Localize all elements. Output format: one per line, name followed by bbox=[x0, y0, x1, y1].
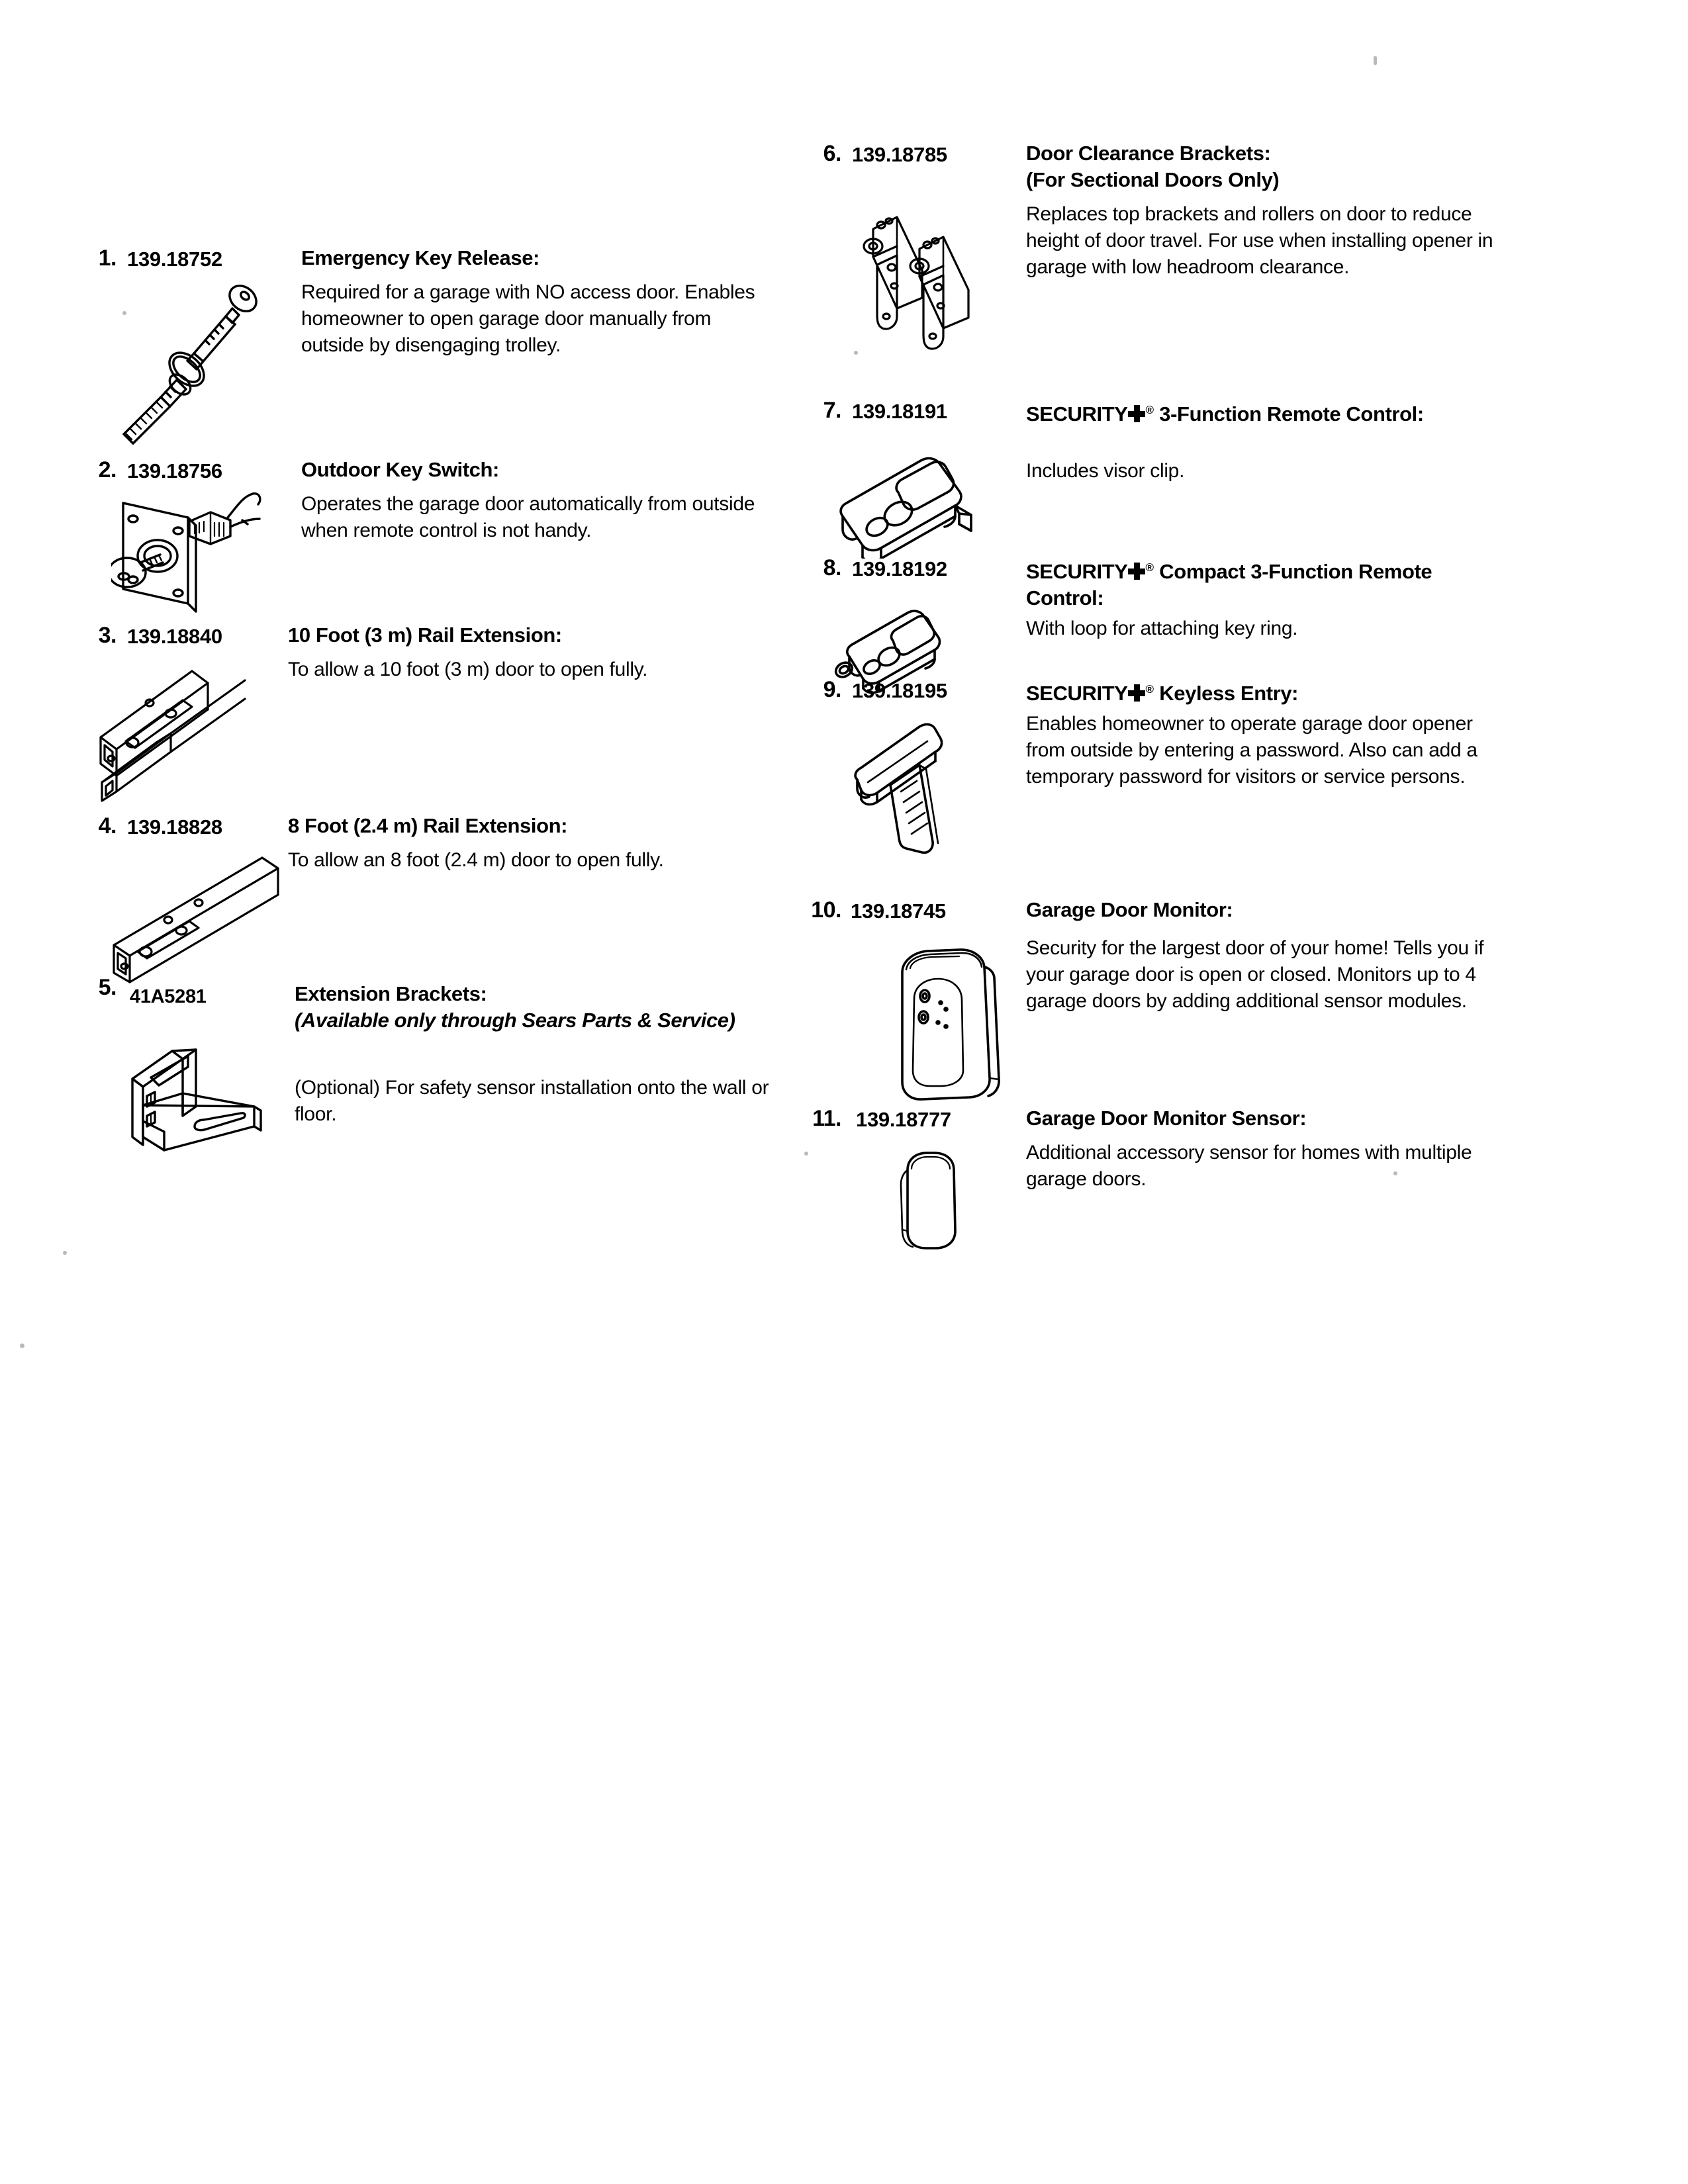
item-number: 6 . bbox=[798, 140, 841, 167]
part-number: 139.18191 bbox=[852, 400, 947, 423]
accessory-entry-3 bbox=[73, 622, 841, 680]
accessory-title-text: 3-Function Remote Control: bbox=[1159, 402, 1424, 426]
scan-speck bbox=[20, 1343, 24, 1348]
item-number: 4 . bbox=[73, 813, 117, 839]
entry-header bbox=[73, 622, 841, 653]
description-block bbox=[288, 657, 765, 683]
part-number: 139.18756 bbox=[127, 459, 222, 482]
accessory-description: Enables homeowner to operate garage door opener from outside by entering a password. Also can add a temporary password for visitors or service persons. bbox=[1026, 713, 1477, 788]
item-number: 9 . bbox=[798, 676, 841, 703]
entry-header bbox=[73, 457, 841, 487]
entry-header bbox=[798, 555, 1566, 612]
description-block bbox=[1026, 711, 1503, 790]
item-number: 7 . bbox=[798, 397, 841, 424]
accessory-description: Security for the largest door of your home! Tells you if your garage door is open or closed. Monitors up to 4 garage doors by adding additional sensor modules. bbox=[1026, 937, 1484, 1012]
garage-door-monitor-sensor-illustration bbox=[893, 1146, 986, 1259]
title-block bbox=[1026, 555, 1489, 612]
accessory-entry-9 bbox=[798, 676, 1566, 788]
accessory-subtitle: (For Sectional Doors Only) bbox=[1026, 168, 1280, 191]
item-number: 1 . bbox=[73, 245, 117, 271]
title-block bbox=[1026, 676, 1489, 707]
accessory-description: Replaces top brackets and rollers on door to reduce height of door travel. For use when installing opener in garage with low headroom clearance. bbox=[1026, 203, 1493, 278]
accessory-entry-6 bbox=[798, 140, 1566, 278]
accessory-title bbox=[1026, 676, 1489, 707]
accessory-entry-10 bbox=[798, 897, 1566, 1012]
scan-speck bbox=[804, 1152, 808, 1156]
description-block bbox=[1026, 1140, 1503, 1193]
part-number: 139.18828 bbox=[127, 815, 222, 839]
extension-bracket-illustration bbox=[124, 1027, 270, 1160]
accessory-description: Includes visor clip. bbox=[1026, 460, 1185, 482]
accessory-entry-7 bbox=[798, 397, 1566, 482]
part-number: 139.18192 bbox=[852, 557, 947, 580]
accessory-entry-4 bbox=[73, 813, 841, 871]
title-block bbox=[301, 245, 765, 271]
securityplus-wordmark: SECURITY bbox=[1026, 682, 1128, 705]
title-block bbox=[1026, 397, 1489, 428]
accessory-entry-11 bbox=[798, 1105, 1566, 1190]
accessory-title bbox=[1026, 397, 1489, 428]
rail-extension-8ft-illustration bbox=[105, 851, 303, 983]
accessory-entry-1 bbox=[73, 245, 841, 356]
rail-extension-10ft-illustration bbox=[93, 659, 305, 805]
item-number: 11 . bbox=[792, 1105, 841, 1132]
entry-header bbox=[798, 1105, 1566, 1136]
description-block bbox=[295, 1075, 771, 1128]
item-number: 8 . bbox=[798, 555, 841, 581]
accessory-title-text: Compact 3-Function Remote Control: bbox=[1026, 560, 1432, 610]
part-number: 139.18785 bbox=[852, 143, 947, 166]
accessory-description: Additional accessory sensor for homes with multiple garage doors. bbox=[1026, 1142, 1472, 1190]
title-block bbox=[1026, 140, 1489, 193]
description-block bbox=[301, 279, 778, 359]
title-block bbox=[288, 813, 751, 839]
title-block bbox=[1026, 897, 1489, 923]
registered-trademark-icon: ® bbox=[1145, 561, 1154, 574]
garage-door-monitor-illustration bbox=[890, 938, 1016, 1110]
registered-trademark-icon: ® bbox=[1145, 404, 1154, 416]
part-number: 139.18195 bbox=[852, 679, 947, 702]
emergency-key-release-illustration bbox=[109, 277, 281, 455]
accessory-title bbox=[1026, 555, 1489, 612]
part-number: 139.18752 bbox=[127, 248, 222, 271]
accessory-title-text: Keyless Entry: bbox=[1159, 682, 1299, 705]
part-number: 139.18777 bbox=[856, 1108, 951, 1131]
accessory-title: Garage Door Monitor Sensor: bbox=[1026, 1107, 1307, 1130]
accessory-title: Extension Brackets: bbox=[295, 982, 487, 1005]
accessory-title: Outdoor Key Switch: bbox=[301, 458, 499, 481]
plus-cross-icon bbox=[1128, 405, 1145, 422]
entry-header bbox=[798, 397, 1566, 454]
entry-header bbox=[798, 140, 1566, 197]
accessory-description: With loop for attaching key ring. bbox=[1026, 617, 1298, 639]
accessory-title: Door Clearance Brackets: bbox=[1026, 142, 1271, 165]
plus-cross-icon bbox=[1128, 684, 1145, 702]
accessory-entry-2 bbox=[73, 457, 841, 541]
part-number: 139.18840 bbox=[127, 625, 222, 648]
description-block bbox=[1026, 458, 1503, 484]
plus-cross-icon bbox=[1128, 563, 1145, 580]
accessory-description: Required for a garage with NO access door. Enables homeowner to open garage door manually from outside by disengaging trolley. bbox=[301, 281, 755, 356]
accessory-description: Operates the garage door automatically from outside when remote control is not handy. bbox=[301, 493, 755, 541]
item-number: 10 . bbox=[792, 897, 841, 923]
accessory-title: Emergency Key Release: bbox=[301, 246, 539, 269]
description-block bbox=[288, 847, 765, 874]
item-number: 5 . bbox=[73, 974, 117, 1001]
entry-header bbox=[798, 676, 1566, 707]
scan-speck bbox=[1374, 56, 1377, 65]
securityplus-wordmark: SECURITY bbox=[1026, 402, 1128, 426]
description-block bbox=[1026, 935, 1503, 1015]
entry-header bbox=[798, 897, 1566, 927]
item-number: 3 . bbox=[73, 622, 117, 649]
accessory-subtitle: (Available only through Sears Parts & Service) bbox=[295, 1009, 735, 1032]
keyless-entry-illustration bbox=[848, 716, 994, 862]
accessory-description: (Optional) For safety sensor installation onto the wall or floor. bbox=[295, 1077, 769, 1125]
securityplus-wordmark: SECURITY bbox=[1026, 560, 1128, 583]
title-block bbox=[295, 981, 758, 1034]
accessory-title: Garage Door Monitor: bbox=[1026, 898, 1233, 921]
entry-header bbox=[73, 813, 841, 843]
accessory-description: To allow a 10 foot (3 m) door to open fully. bbox=[288, 659, 648, 680]
title-block bbox=[288, 622, 751, 649]
door-clearance-brackets-illustration bbox=[851, 199, 1016, 364]
title-block bbox=[301, 457, 765, 483]
description-block bbox=[1026, 615, 1503, 642]
remote-control-visor-illustration bbox=[829, 453, 995, 559]
accessory-description: To allow an 8 foot (2.4 m) door to open fully. bbox=[288, 849, 664, 871]
item-number: 2 . bbox=[73, 457, 117, 483]
title-block bbox=[1026, 1105, 1489, 1132]
accessory-title: 10 Foot (3 m) Rail Extension: bbox=[288, 623, 562, 647]
description-block bbox=[1026, 201, 1503, 281]
scan-speck bbox=[63, 1251, 67, 1255]
entry-header bbox=[73, 245, 841, 275]
accessory-title: 8 Foot (2.4 m) Rail Extension: bbox=[288, 814, 568, 837]
registered-trademark-icon: ® bbox=[1145, 683, 1154, 696]
description-block bbox=[301, 491, 778, 544]
accessory-entry-8 bbox=[798, 555, 1566, 639]
part-number: 139.18745 bbox=[851, 899, 946, 923]
part-number: 41A5281 bbox=[130, 986, 207, 1007]
outdoor-key-switch-illustration bbox=[111, 490, 277, 622]
